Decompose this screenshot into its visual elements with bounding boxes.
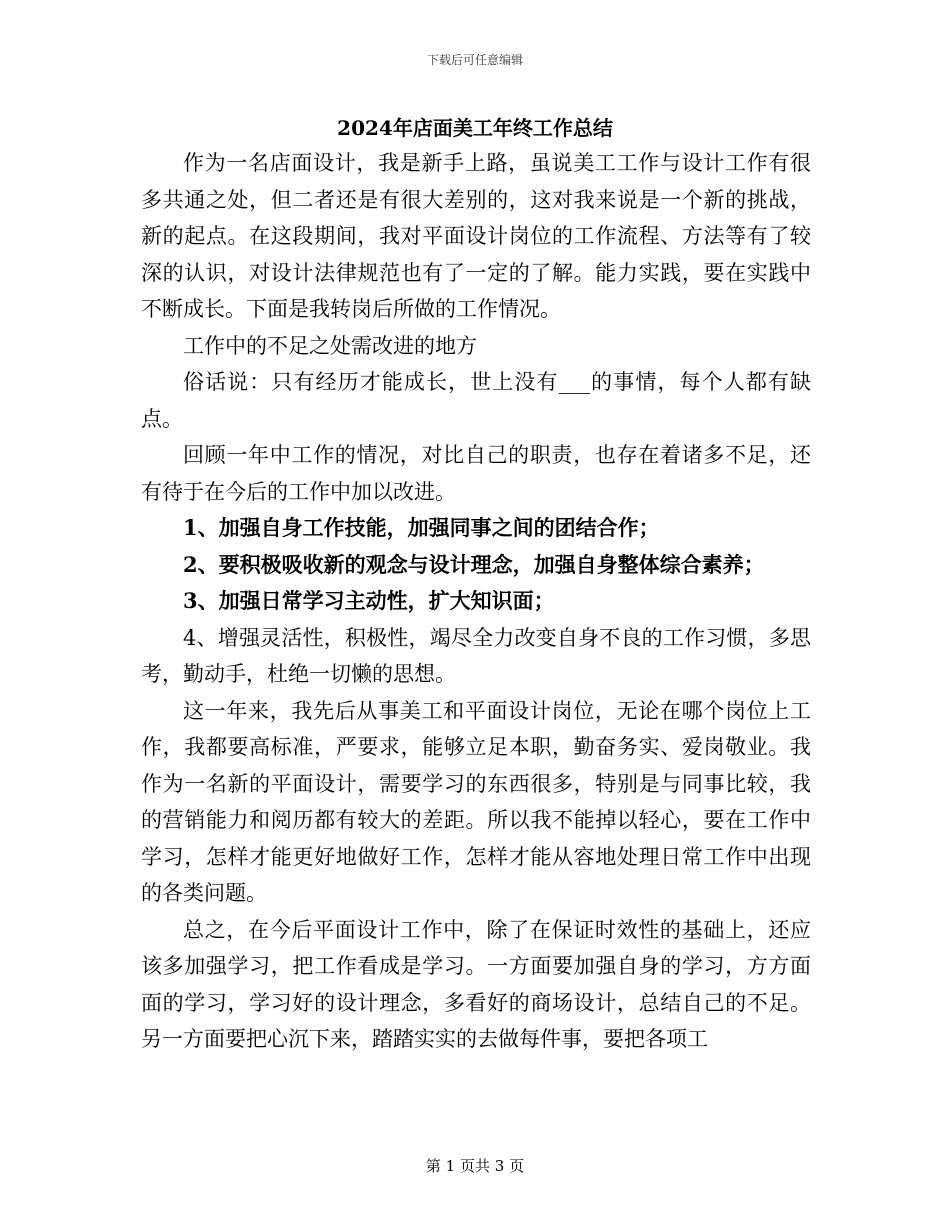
list-item-1: 1、加强自身工作技能，加强同事之间的团结合作； [183, 515, 660, 540]
document-title: 2024年店面美工年终工作总结 [337, 116, 613, 140]
document-body [141, 145, 811, 1058]
paragraph-proverb: 俗话说：只有经历才能成长，世上没有___的事情，每个人都有缺点。 [141, 370, 811, 431]
paragraph-section-heading: 工作中的不足之处需改进的地方 [183, 333, 477, 358]
paragraph-conclusion: 总之，在今后平面设计工作中，除了在保证时效性的基础上，还应该多加强学习，把工作看成是学习。一方面要加强自身的学习，方方面面的学习，学习好的设计理念，多看好的商场设计，总结自己的不足。另一方面要把心沉下来，踏踏实实的去做每件事，要把各项工 [141, 917, 811, 1051]
paragraph-intro: 作为一名店面设计，我是新手上路，虽说美工工作与设计工作有很多共通之处，但二者还是有很大差别的，这对我来说是一个新的挑战，新的起点。在这段期间，我对平面设计岗位的工作流程、方法等有了较深的认识，对设计法律规范也有了一定的了解。能力实践，要在实践中不断成长。下面是我转岗后所做的工作情况。 [141, 151, 811, 321]
list-item-4: 4、增强灵活性，积极性，竭尽全力改变自身不良的工作习惯，多思考，勤动手，杜绝一切懒的思想。 [141, 625, 811, 686]
header-note: 下载后可任意编辑 [426, 53, 523, 67]
list-item-3: 3、加强日常学习主动性，扩大知识面； [183, 588, 555, 613]
paragraph-review: 回顾一年中工作的情况，对比自己的职责，也存在着诸多不足，还有待于在今后的工作中加以改进。 [141, 443, 811, 504]
page-number: 第 1 页共 3 页 [425, 1157, 525, 1175]
list-item-2: 2、要积极吸收新的观念与设计理念，加强自身整体综合素养； [183, 551, 765, 577]
paragraph-year-review: 这一年来，我先后从事美工和平面设计岗位，无论在哪个岗位上工作，我都要高标准，严要求，能够立足本职，勤奋务实、爱岗敬业。我作为一名新的平面设计，需要学习的东西很多，特别是与同事比较，我的营销能力和阅历都有较大的差距。所以我不能掉以轻心，要在工作中学习，怎样才能更好地做好工作，怎样才能从容地处理日常工作中出现的各类问题。 [141, 698, 811, 905]
